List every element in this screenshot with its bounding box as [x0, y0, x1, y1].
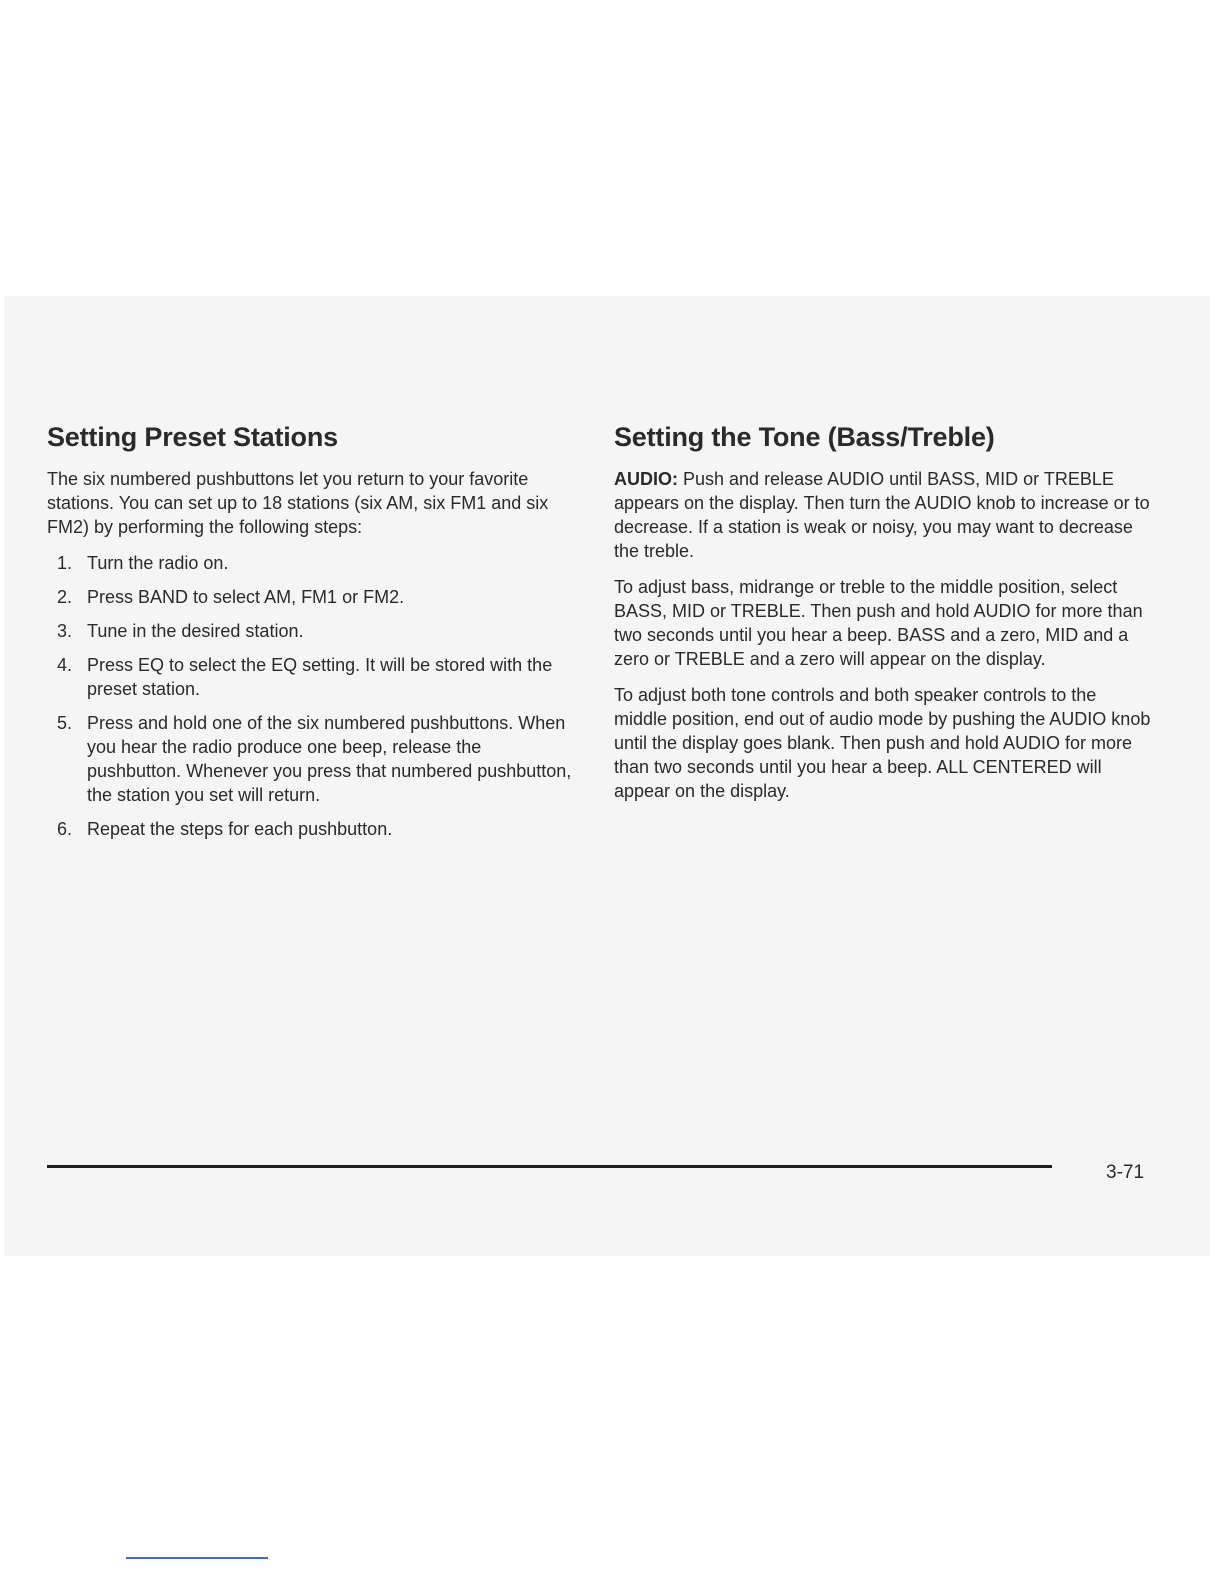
- preset-stations-section: [47, 422, 577, 851]
- step-text: Turn the radio on.: [87, 553, 229, 573]
- audio-text: Push and release AUDIO until BASS, MID or TREBLE appears on the display. Then turn the AUDIO knob to increase or to decrease. If a station is weak or noisy, you may want to decrease the treble.: [614, 469, 1150, 561]
- audio-label: AUDIO:: [614, 469, 678, 489]
- step-text: Press BAND to select AM, FM1 or FM2.: [87, 587, 405, 607]
- step-number: 2.: [57, 587, 73, 607]
- list-item: [47, 653, 577, 701]
- preset-stations-intro: The six numbered pushbuttons let you return to your favorite stations. You can set up to 18 stations (six AM, six FM1 and six FM2) by performing the following steps:: [47, 469, 549, 537]
- step-text: Repeat the steps for each pushbutton.: [87, 819, 393, 839]
- link-underline[interactable]: [126, 1557, 268, 1559]
- step-number: 4.: [57, 655, 73, 675]
- tone-audio-paragraph: [614, 467, 1154, 563]
- step-number: 5.: [57, 713, 73, 733]
- step-text: Tune in the desired station.: [87, 621, 304, 641]
- preset-steps-list: [47, 551, 577, 841]
- tone-heading: Setting the Tone (Bass/Treble): [614, 422, 995, 452]
- preset-stations-heading: Setting Preset Stations: [47, 422, 338, 452]
- list-item: [47, 619, 577, 643]
- list-item: [47, 551, 577, 575]
- step-text: Press and hold one of the six numbered pushbuttons. When you hear the radio produce one beep, release the pushbutton. Whenever you press that numbered pushbutton, the station you set will return.: [87, 713, 572, 805]
- tone-paragraph-middle: To adjust bass, midrange or treble to the middle position, select BASS, MID or TREBLE. Then push and hold AUDIO for more than two seconds until you hear a beep. BASS and a zero, MID and a zero or TREBLE and a zero will appear on the display.: [614, 577, 1143, 669]
- step-number: 6.: [57, 819, 73, 839]
- tone-section: [614, 422, 1154, 815]
- step-text: Press EQ to select the EQ setting. It will be stored with the preset station.: [87, 655, 553, 699]
- step-number: 3.: [57, 621, 73, 641]
- step-number: 1.: [57, 553, 73, 573]
- list-item: [47, 585, 577, 609]
- list-item: [47, 817, 577, 841]
- tone-paragraph-centered: To adjust both tone controls and both speaker controls to the middle position, end out of audio mode by pushing the AUDIO knob until the display goes blank. Then push and hold AUDIO for more than two seconds until you hear a beep. ALL CENTERED will appear on the display.: [614, 685, 1151, 801]
- list-item: [47, 711, 577, 807]
- page-number: 3-71: [1106, 1162, 1145, 1183]
- footer-rule: [47, 1165, 1052, 1168]
